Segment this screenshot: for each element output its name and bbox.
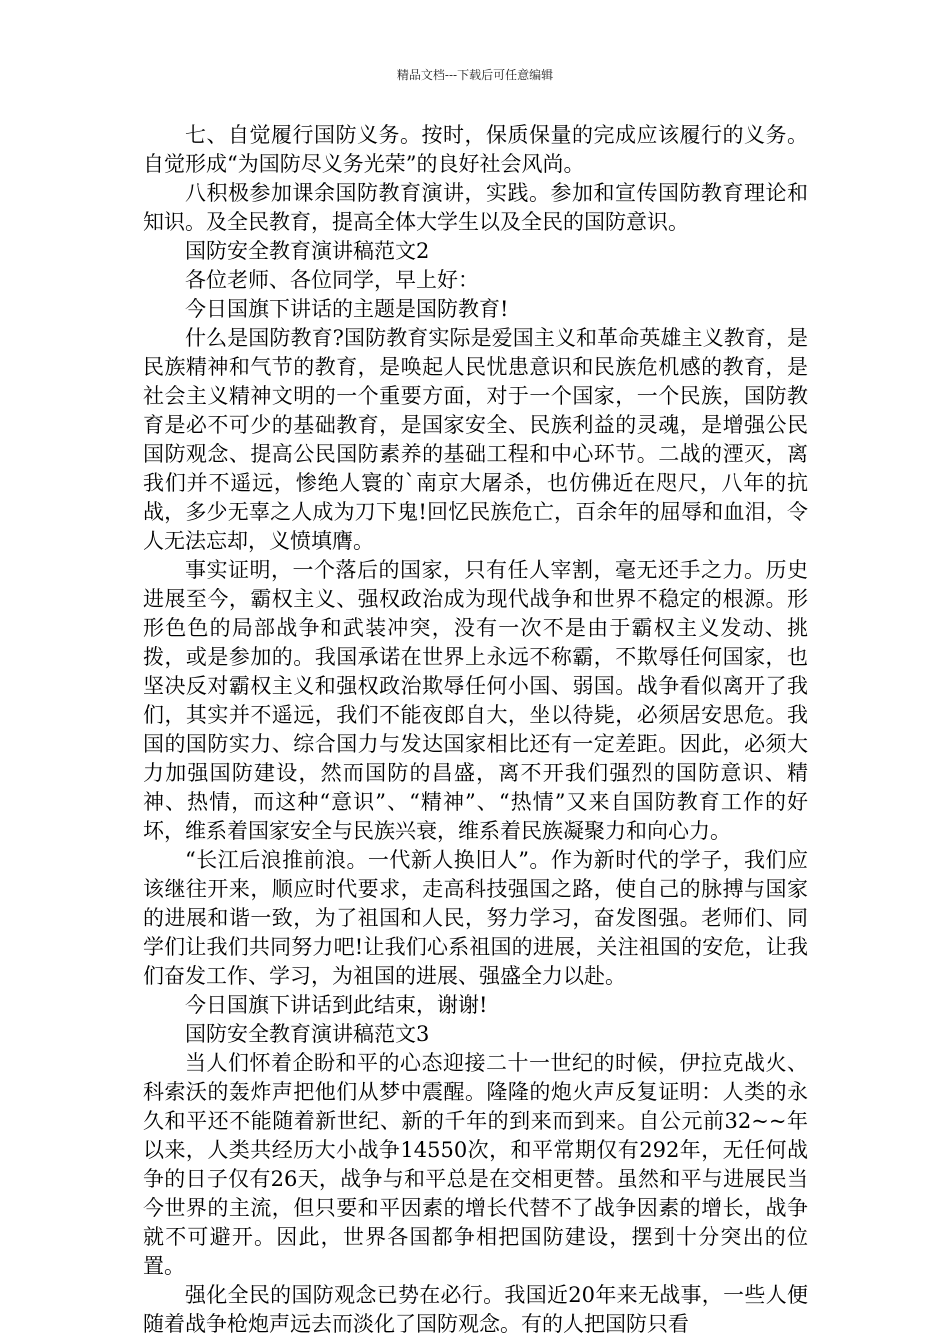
paragraph: 什么是国防教育?国防教育实际是爱国主义和革命英雄主义教育，是民族精神和气节的教育，是唤起人民忧患意识和民族危机感的教育，是社会主义精神文明的一个重要方面，对于一个国家，一个民族，国防教育是必不可少的基础教育，是国家安全、民族利益的灵魂，是增强公民国防观念、提高公民国防素养的基础工程和中心环节。二战的湮灭，离我们并不遥远，惨绝人寰的`南京大屠杀，也仿佛近在咫尺，八年的抗战，多少无辜之人成为刀下鬼!回忆民族危亡，百余年的屈辱和血泪，令人无法忘却，义愤填膺。 <box>143 326 808 553</box>
section-heading: 国防安全教育演讲稿范文3 <box>185 1022 430 1046</box>
section-heading: 国防安全教育演讲稿范文2 <box>185 239 430 263</box>
paragraph: 强化全民的国防观念已势在必行。我国近20年来无战事，一些人便随着战争枪炮声远去而淡化了国防观念。有的人把国防只看 <box>143 1283 808 1336</box>
paragraph: 今日国旗下讲话到此结束，谢谢! <box>185 993 488 1017</box>
paragraph: 八积极参加课余国防教育演讲，实践。参加和宣传国防教育理论和知识。及全民教育，提高全体大学生以及全民的国防意识。 <box>143 181 808 234</box>
greeting: 各位老师、各位同学，早上好： <box>185 268 479 292</box>
paragraph: “长江后浪推前浪。一代新人换旧人”。作为新时代的学子，我们应该继往开来，顺应时代要求，走高科技强国之路，使自己的脉搏与国家的进展和谐一致，为了祖国和人民，努力学习，奋发图强。老师们、同学们让我们共同努力吧!让我们心系祖国的进展，关注祖国的安危，让我们奋发工作、学习，为祖国的进展、强盛全力以赴。 <box>143 848 808 988</box>
page-header: 精品文档---下载后可任意编辑 <box>396 68 554 82</box>
paragraph: 当人们怀着企盼和平的心态迎接二十一世纪的时候，伊拉克战火、科索沃的轰炸声把他们从梦中震醒。隆隆的炮火声反复证明：人类的永久和平还不能随着新世纪、新的千年的到来而到来。自公元前32~~年以来，人类共经历大小战争14550次，和平常期仅有292年，无任何战争的日子仅有26天，战争与和平总是在交相更替。虽然和平与进展民当今世界的主流，但只要和平因素的增长代替不了战争因素的增长，战争就不可避开。因此，世界各国都争相把国防建设，摆到十分突出的位置。 <box>143 1051 808 1278</box>
paragraph: 事实证明，一个落后的国家，只有任人宰割，毫无还手之力。历史进展至今，霸权主义、强权政治成为现代战争和世界不稳定的根源。形形色色的局部战争和武装冲突，没有一次不是由于霸权主义发动、挑拨，或是参加的。我国承诺在世界上永远不称霸，不欺辱任何国家，也坚决反对霸权主义和强权政治欺辱任何小国、弱国。战争看似离开了我们，其实并不遥远，我们不能夜郎自大，坐以待毙，必须居安思危。我国的国防实力、综合国力与发达国家相比还有一定差距。因此，必须大力加强国防建设，然而国防的昌盛，离不开我们强烈的国防意识、精神、热情，而这种“意识”、“精神”、“热情”又来自国防教育工作的好坏，维系着国家安全与民族兴衰，维系着民族凝聚力和向心力。 <box>143 558 808 843</box>
document-body <box>143 121 808 1339</box>
paragraph: 七、自觉履行国防义务。按时，保质保量的完成应该履行的义务。自觉形成“为国防尽义务光荣”的良好社会风尚。 <box>143 123 808 176</box>
paragraph: 今日国旗下讲话的主题是国防教育! <box>185 297 509 321</box>
